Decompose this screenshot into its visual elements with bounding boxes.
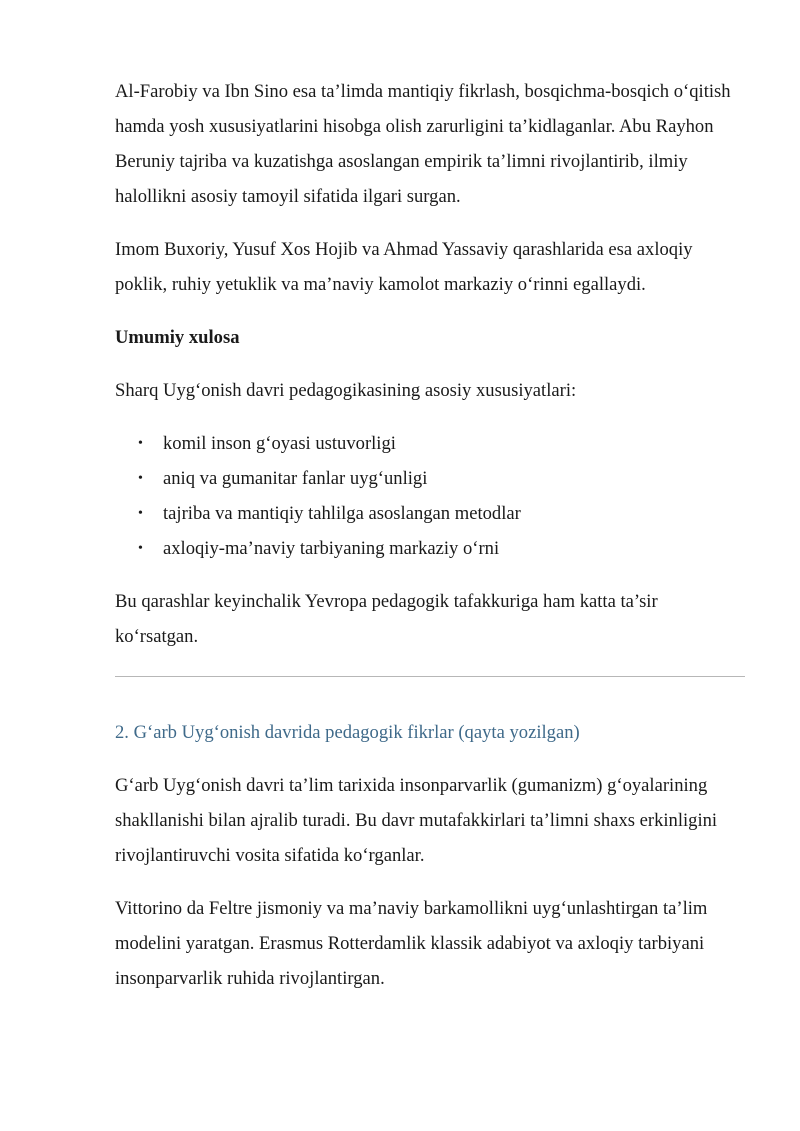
paragraph-garb: G‘arb Uyg‘onish davri ta’lim tarixida insonparvarlik (gumanizm) g‘oyalarining shakllanishi bilan ajralib turadi. Bu davr mutafakkirlari ta’limni shaxs erkinligini rivojlantiruvchi vosita sifatida ko‘rganlar. bbox=[115, 775, 718, 866]
section-2-heading: 2. G‘arb Uyg‘onish davrida pedagogik fikrlar (qayta yozilgan) bbox=[115, 722, 580, 743]
list-item bbox=[115, 496, 745, 531]
list-item bbox=[115, 461, 745, 496]
bullet-icon: • bbox=[138, 541, 143, 556]
list-item bbox=[115, 531, 745, 566]
bullet-icon: • bbox=[138, 436, 143, 451]
list-item bbox=[115, 426, 745, 461]
paragraph-buxoriy: Imom Buxoriy, Yusuf Xos Hojib va Ahmad Yassaviy qarashlarida esa axloqiy poklik, ruhiy yetuklik va ma’naviy kamolot markaziy o‘rinni egallaydi. bbox=[115, 239, 693, 295]
bullet-icon: • bbox=[138, 471, 143, 486]
paragraph-vittorino: Vittorino da Feltre jismoniy va ma’naviy barkamollikni uyg‘unlashtirgan ta’lim modelini yaratgan. Erasmus Rotterdamlik klassik adabiyot va axloqiy tarbiyani insonparvarlik ruhida rivojlantirgan. bbox=[115, 898, 708, 989]
list-item-text: komil inson g‘oyasi ustuvorligi bbox=[163, 433, 396, 454]
list-item-text: tajriba va mantiqiy tahlilga asoslangan metodlar bbox=[163, 503, 521, 524]
list-item-text: aniq va gumanitar fanlar uyg‘unligi bbox=[163, 468, 428, 489]
paragraph-farobiy: Al-Farobiy va Ibn Sino esa ta’limda mantiqiy fikrlash, bosqichma-bosqich o‘qitish hamda yosh xususiyatlarini hisobga olish zarurligini ta’kidlaganlar. Abu Rayhon Beruniy tajriba va kuzatishga asoslangan empirik ta’limni rivojlantirib, ilmiy halollikni asosiy tamoyil sifatida ilgari surgan. bbox=[115, 81, 731, 207]
conclusion-intro: Sharq Uyg‘onish davri pedagogikasining asosiy xususiyatlari: bbox=[115, 380, 577, 401]
document-body bbox=[115, 74, 745, 996]
conclusion-heading: Umumiy xulosa bbox=[115, 327, 240, 348]
bullet-icon: • bbox=[138, 506, 143, 521]
list-item-text: axloqiy-ma’naviy tarbiyaning markaziy o‘rni bbox=[163, 538, 500, 559]
features-list bbox=[115, 426, 745, 566]
conclusion-outro: Bu qarashlar keyinchalik Yevropa pedagogik tafakkuriga ham katta ta’sir ko‘rsatgan. bbox=[115, 591, 658, 647]
